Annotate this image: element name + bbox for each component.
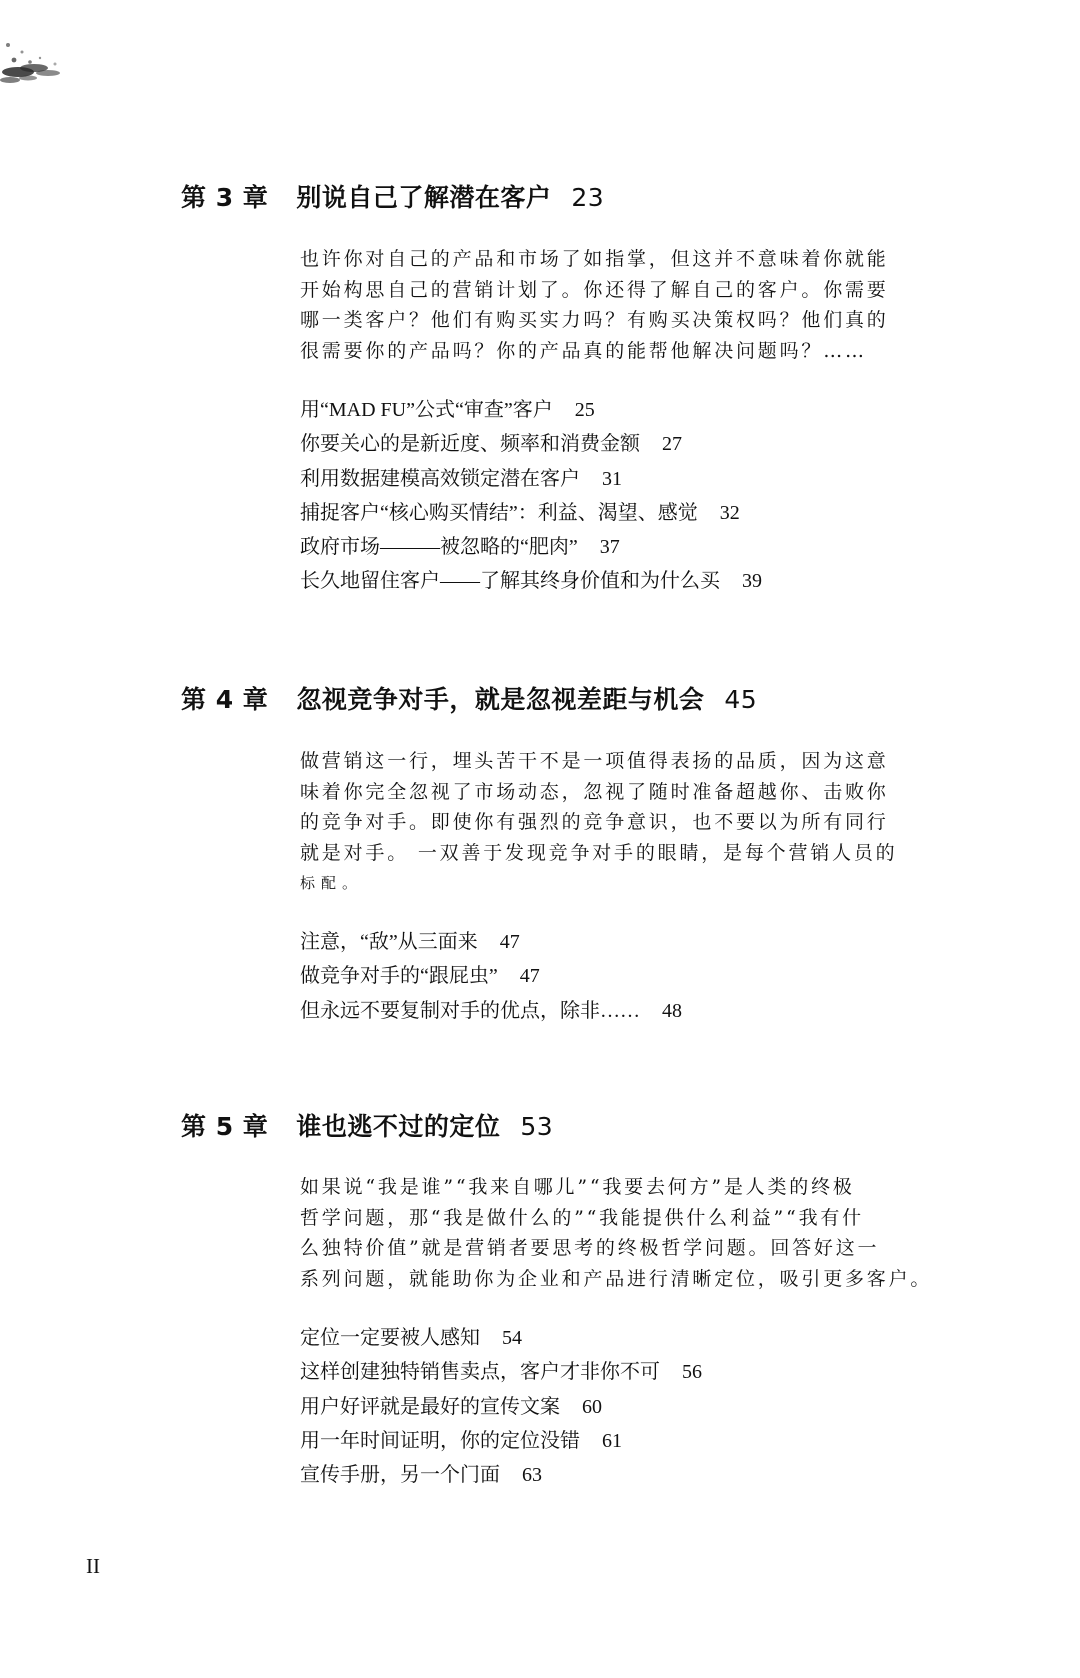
chapter-name: 别说自己了解潜在客户 xyxy=(296,183,552,212)
toc-entry-page: 47 xyxy=(519,965,540,988)
section-list xyxy=(300,1321,702,1492)
toc-entry[interactable] xyxy=(300,1458,702,1492)
toc-entry-page: 48 xyxy=(662,999,682,1022)
toc-entry-title: 利用数据建模高效锁定潜在客户 xyxy=(300,467,580,490)
toc-entry-title: 捕捉客户“核心购买情结”：利益、渴望、感觉 xyxy=(300,501,698,524)
toc-entry-page: 47 xyxy=(499,931,520,953)
section-list xyxy=(300,925,682,1028)
toc-entry[interactable] xyxy=(300,1424,702,1458)
summary-line: 开始构思自己的营销计划了。你还得了解自己的客户。你需要 xyxy=(300,278,889,301)
summary-line: 哲学问题，那“我是做什么的”“我能提供什么利益”“我有什 xyxy=(300,1206,864,1229)
summary-line: 味着你完全忽视了市场动态，忽视了随时准备超越你、击败你 xyxy=(300,780,889,803)
toc-entry[interactable] xyxy=(300,1390,702,1424)
chapter-title[interactable] xyxy=(181,680,757,716)
toc-entry-title: 这样创建独特销售卖点，客户才非你不可 xyxy=(300,1361,660,1384)
toc-entry-title: 定位一定要被人感知 xyxy=(300,1327,480,1349)
toc-entry-page: 32 xyxy=(719,501,740,524)
toc-entry[interactable] xyxy=(300,959,682,993)
toc-entry[interactable] xyxy=(300,462,762,496)
chapter-name: 忽视竞争对手，就是忽视差距与机会 xyxy=(296,685,705,714)
summary-line: 系列问题，就能助你为企业和产品进行清晰定位，吸引更多客户。 xyxy=(300,1267,933,1290)
toc-entry-title: 用一年时间证明，你的定位没错 xyxy=(300,1429,580,1452)
toc-entry-title: 用“MAD FU”公式“审查”客户 xyxy=(300,399,553,421)
toc-entry-page: 31 xyxy=(602,467,622,490)
chapter-page-number: 23 xyxy=(571,183,605,212)
summary-line: 么独特价值”就是营销者要思考的终极哲学问题。回答好这一 xyxy=(300,1237,880,1259)
toc-entry[interactable] xyxy=(300,564,762,598)
summary-line: 就是对手。 一双善于发现竞争对手的眼睛，是每个营销人员的 xyxy=(300,841,898,864)
section-list xyxy=(300,393,762,599)
toc-entry[interactable] xyxy=(300,1321,702,1355)
chapter-summary xyxy=(300,746,930,899)
chapter-title[interactable] xyxy=(181,178,604,214)
chapter-label: 第 5 章 xyxy=(181,1112,269,1141)
toc-entry-title: 你要关心的是新近度、频率和消费金额 xyxy=(300,433,640,456)
toc-entry[interactable] xyxy=(300,530,762,564)
summary-line: 的竞争对手。即使你有强烈的竞争意识，也不要以为所有同行 xyxy=(300,811,889,833)
toc-entry[interactable] xyxy=(300,925,682,959)
chapter-page-number: 53 xyxy=(520,1112,554,1141)
summary-line: 哪一类客户？他们有购买实力吗？有购买决策权吗？他们真的 xyxy=(300,309,889,331)
toc-entry[interactable] xyxy=(300,393,762,427)
toc-entry-title: 政府市场———被忽略的“肥肉” xyxy=(300,536,578,559)
chapter-summary xyxy=(300,1172,933,1294)
toc-entry[interactable] xyxy=(300,496,762,530)
summary-line: 也许你对自己的产品和市场了如指掌，但这并不意味着你就能 xyxy=(300,248,889,270)
chapter-title[interactable] xyxy=(181,1107,553,1143)
toc-entry[interactable] xyxy=(300,1355,702,1389)
toc-entry-title: 长久地留住客户——了解其终身价值和为什么买 xyxy=(300,570,720,593)
toc-entry-title: 注意，“敌”从三面来 xyxy=(300,931,478,953)
summary-line: 很需要你的产品吗？你的产品真的能帮他解决问题吗？…… xyxy=(300,339,867,362)
toc-entry-page: 25 xyxy=(574,399,595,421)
toc-entry-page: 54 xyxy=(502,1327,522,1349)
toc-entry-page: 61 xyxy=(602,1429,622,1452)
toc-entry[interactable] xyxy=(300,994,682,1028)
chapter-page-number: 45 xyxy=(724,685,758,714)
toc-entry-title: 用户好评就是最好的宣传文案 xyxy=(300,1395,560,1418)
toc-entry-page: 37 xyxy=(599,536,620,559)
summary-line: 标配。 xyxy=(300,874,364,892)
toc-entry-page: 39 xyxy=(742,570,762,593)
chapter-name: 谁也逃不过的定位 xyxy=(296,1112,501,1141)
ink-wash-ornament xyxy=(0,0,80,110)
toc-entry-page: 63 xyxy=(522,1464,542,1487)
chapter-summary xyxy=(300,244,930,366)
toc-entry-title: 但永远不要复制对手的优点，除非…… xyxy=(300,999,640,1022)
toc-entry-page: 60 xyxy=(582,1395,602,1418)
toc-entry[interactable] xyxy=(300,427,762,461)
summary-line: 做营销这一行，埋头苦干不是一项值得表扬的品质，因为这意 xyxy=(300,750,889,772)
toc-entry-title: 做竞争对手的“跟屁虫” xyxy=(300,965,498,988)
summary-line: 如果说“我是谁”“我来自哪儿”“我要去何方”是人类的终极 xyxy=(300,1176,855,1198)
chapter-label: 第 3 章 xyxy=(181,183,269,212)
toc-entry-page: 27 xyxy=(662,433,682,456)
toc-entry-title: 宣传手册，另一个门面 xyxy=(300,1464,500,1487)
chapter-label: 第 4 章 xyxy=(181,685,269,714)
page-folio: II xyxy=(86,1554,100,1578)
toc-entry-page: 56 xyxy=(682,1361,702,1384)
